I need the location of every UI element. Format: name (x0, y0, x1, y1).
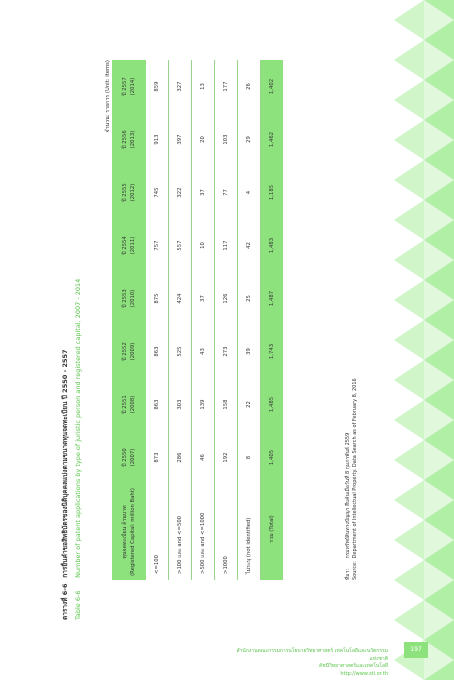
table-cell: 863 (146, 325, 169, 378)
table-cell: 26 (238, 60, 261, 113)
decorative-triangle (394, 600, 424, 640)
row-label: <=100 (146, 484, 169, 580)
table-cell: 158 (215, 378, 238, 431)
patent-table (112, 60, 283, 580)
table-number-en: Table 6-6 (74, 590, 82, 620)
header-year-th: ปี 2554 (121, 236, 128, 255)
header-capital-en: (Registered Capital: million Baht) (130, 488, 136, 576)
table-cell: 8 (238, 431, 261, 484)
decorative-triangle (394, 240, 424, 280)
decorative-triangle-pattern (394, 0, 454, 680)
decorative-triangle (394, 320, 424, 360)
table-title-en-text: Number of patent applications by type of juristic person and registered capital, 2007 - 2014 (74, 278, 82, 578)
header-year (112, 431, 146, 484)
table-cell: 13 (192, 60, 215, 113)
decorative-triangle (394, 0, 424, 40)
footer-org: สำนักงานคณะกรรมการนโยบายวิทยาศาสตร์ เทคโนโลยีและนวัตกรรมแห่งชาติ (236, 648, 388, 662)
page-number: 197 (404, 642, 428, 658)
table-cell: 327 (169, 60, 192, 113)
decorative-triangle (394, 120, 424, 160)
table-cell: 22 (238, 378, 261, 431)
header-year-ce: (2009) (130, 342, 136, 361)
decorative-triangle (394, 80, 424, 120)
row-label: >500 และ and <=1000 (192, 484, 215, 580)
table-cell: 757 (146, 219, 169, 272)
table-cell: 273 (215, 325, 238, 378)
row-label: >1000 (215, 484, 238, 580)
table-cell: 103 (215, 113, 238, 166)
header-year (112, 378, 146, 431)
table-row (215, 60, 238, 580)
source-en-text: Department of Intellectual Property. Data Search as of February 8, 2016 (352, 378, 358, 559)
decorative-triangle (394, 560, 424, 600)
decorative-triangle (394, 440, 424, 480)
table-row (238, 60, 261, 580)
table-cell: 43 (192, 325, 215, 378)
table-cell: 1,487 (261, 272, 284, 325)
table-cell: 20 (192, 113, 215, 166)
table-cell: 139 (192, 378, 215, 431)
table-cell: 875 (146, 272, 169, 325)
table-cell: 77 (215, 166, 238, 219)
table-header-row (112, 60, 146, 580)
table-cell: 1,185 (261, 166, 284, 219)
source-th-label: ที่มา: (345, 568, 351, 580)
source-th-row (344, 378, 352, 580)
source-en-row (352, 378, 360, 580)
decorative-triangle (394, 40, 424, 80)
table-title-en (74, 279, 82, 620)
header-year-ce: (2013) (130, 130, 136, 149)
table-cell: 863 (146, 378, 169, 431)
header-year-ce: (2014) (130, 77, 136, 96)
header-year-th: ปี 2552 (121, 342, 128, 361)
footer-publication: ดัชนีวิทยาศาสตร์และเทคโนโลยี (319, 663, 388, 669)
header-year-ce: (2010) (130, 289, 136, 308)
header-year (112, 113, 146, 166)
header-year-th: ปี 2551 (121, 395, 128, 414)
header-year-th: ปี 2557 (121, 77, 128, 96)
source-notes (344, 378, 360, 580)
header-registered-capital (112, 484, 146, 580)
header-year (112, 166, 146, 219)
header-year (112, 325, 146, 378)
table-cell: 397 (169, 113, 192, 166)
table-cell: 859 (146, 60, 169, 113)
table-cell: 424 (169, 272, 192, 325)
table-cell: 1,402 (261, 60, 284, 113)
table-cell: 1,405 (261, 431, 284, 484)
table-cell: 525 (169, 325, 192, 378)
table-row (192, 60, 215, 580)
table-title-th-text: การยื่นคำขอสิทธิบัตรของนิติบุคคลแบ่งตามขนาดทุนจดทะเบียน ปี 2550 - 2557 (61, 349, 69, 578)
table-cell: 39 (238, 325, 261, 378)
table-cell: 46 (192, 431, 215, 484)
table-cell: 303 (169, 378, 192, 431)
header-year-th: ปี 2553 (121, 289, 128, 308)
source-en-label: Source: (352, 561, 358, 580)
table-cell: 42 (238, 219, 261, 272)
decorative-triangle (394, 360, 424, 400)
table-cell: 117 (215, 219, 238, 272)
table-cell: 873 (146, 431, 169, 484)
header-year (112, 219, 146, 272)
header-year-th: ปี 2550 (121, 448, 128, 467)
source-th-text: กรมทรัพย์สินทางปัญญา สืบค้นเมื่อวันที่ 8 กุมภาพันธ์ 2559 (345, 432, 351, 559)
table-cell: 1,743 (261, 325, 284, 378)
table-cell: 745 (146, 166, 169, 219)
header-year-ce: (2011) (130, 236, 136, 255)
table-total-row (261, 60, 284, 580)
row-label: รวม (Total) (261, 484, 284, 580)
row-label: ไม่ระบุ (not identified) (238, 484, 261, 580)
table-cell: 192 (215, 431, 238, 484)
table-cell: 1,483 (261, 219, 284, 272)
table-cell: 29 (238, 113, 261, 166)
rotated-table-block (60, 60, 360, 620)
table-row (169, 60, 192, 580)
table-cell: 322 (169, 166, 192, 219)
header-year-ce: (2007) (130, 448, 136, 467)
header-year-ce: (2012) (130, 183, 136, 202)
table-cell: 25 (238, 272, 261, 325)
unit-label: จำนวน: รายการ (Unit: items) (105, 60, 111, 133)
header-year-th: ปี 2555 (121, 183, 128, 202)
table-cell: 37 (192, 166, 215, 219)
header-year-ce: (2008) (130, 395, 136, 414)
table-number-th: ตารางที่ 6-6 (61, 583, 69, 620)
decorative-triangle (394, 400, 424, 440)
decorative-triangle (394, 160, 424, 200)
table-cell: 286 (169, 431, 192, 484)
decorative-triangle (394, 480, 424, 520)
decorative-triangle (394, 200, 424, 240)
table-cell: 177 (215, 60, 238, 113)
table-cell: 1,462 (261, 113, 284, 166)
table-cell: 10 (192, 219, 215, 272)
table-cell: 913 (146, 113, 169, 166)
table-title-th (60, 349, 70, 620)
decorative-triangle (394, 520, 424, 560)
header-capital-th: ทุนจดทะเบียน ล้านบาท (121, 505, 128, 559)
row-label: >100 และ and <=500 (169, 484, 192, 580)
table-cell: 557 (169, 219, 192, 272)
header-year-th: ปี 2556 (121, 130, 128, 149)
header-year (112, 272, 146, 325)
footer-text (228, 648, 388, 678)
table-cell: 126 (215, 272, 238, 325)
table-cell: 37 (192, 272, 215, 325)
table-row (146, 60, 169, 580)
footer-url: http://www.sti.or.th (340, 670, 388, 677)
table-cell: 1,485 (261, 378, 284, 431)
table-cell: 4 (238, 166, 261, 219)
decorative-triangle (394, 280, 424, 320)
header-year (112, 60, 146, 113)
